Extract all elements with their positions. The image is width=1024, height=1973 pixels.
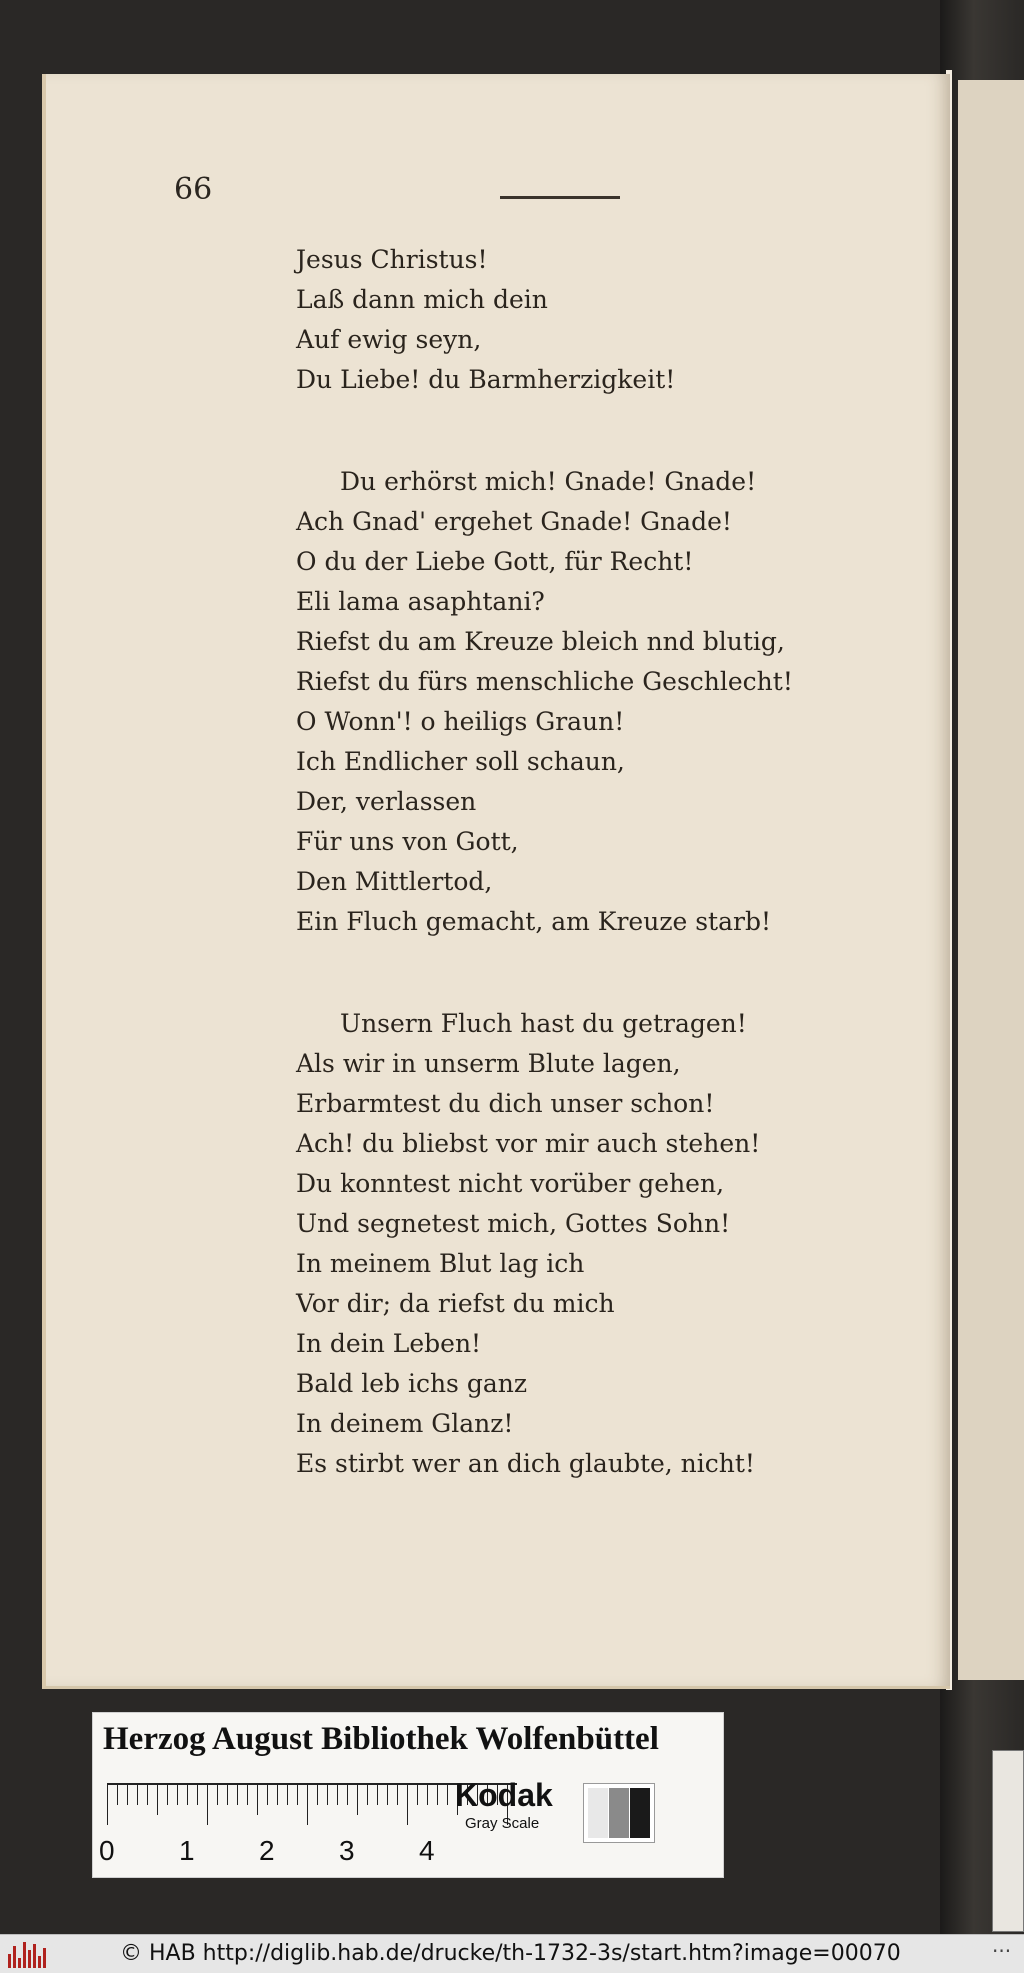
poem-line: Als wir in unserm Blute lagen, [296,1049,681,1078]
poem-line: Ich Endlicher soll schaun, [296,747,625,776]
ruler-tick [367,1785,368,1805]
ruler-tick [387,1785,388,1805]
poem-line: Riefst du fürs menschliche Geschlecht! [296,667,793,696]
ruler-tick [267,1785,268,1805]
ruler-tick [247,1785,248,1805]
stanza-gap [296,400,766,462]
poem-line: Für uns von Gott, [296,827,519,856]
gray-scale-label: Gray Scale [465,1815,540,1832]
ruler-tick [427,1785,428,1805]
poem-line: O du der Liebe Gott, für Recht! [296,547,694,576]
more-options-icon[interactable]: ··· [992,1939,1012,1963]
poem-line: Der, verlassen [296,787,477,816]
logo-bar [43,1948,46,1968]
ruler-tick [397,1785,398,1805]
poem-line: Den Mittlertod, [296,867,493,896]
ruler-tick [137,1785,138,1805]
ruler-tick [297,1785,298,1805]
ruler-tick [197,1785,198,1805]
ruler-digit: 1 [179,1835,195,1866]
ruler-tick [177,1785,178,1805]
poem-line: Vor dir; da riefst du mich [296,1289,615,1318]
poem-line: Unsern Fluch hast du getragen! [340,1009,747,1038]
ruler-tick [357,1785,358,1815]
logo-bar [33,1944,36,1968]
ruler-digits [99,1835,519,1869]
poem-line: Riefst du am Kreuze bleich nnd blutig, [296,627,785,656]
ruler-digit: 3 [339,1835,355,1866]
logo-bar [13,1946,16,1968]
poem-line: Du Liebe! du Barmherzigkeit! [296,365,676,394]
ruler-tick [277,1785,278,1805]
ruler-tick [237,1785,238,1805]
library-stamp-label [992,1750,1024,1932]
poem-line: Auf ewig seyn, [296,325,482,354]
ruler-tick [347,1785,348,1805]
ruler-tick [107,1785,108,1825]
library-name: Herzog August Bibliothek Wolfenbüttel [103,1721,659,1757]
poem-line: In dein Leben! [296,1329,482,1358]
ruler-tick [317,1785,318,1805]
poem-line: Ach! du bliebst vor mir auch stehen! [296,1129,761,1158]
ruler-tick [437,1785,438,1805]
viewer-footer-bar [0,1934,1024,1973]
copyright-url[interactable]: © HAB http://diglib.hab.de/drucke/th-1732-3s/start.htm?image=00070 [120,1941,901,1966]
hab-logo-icon[interactable] [8,1940,46,1968]
ruler-tick [167,1785,168,1805]
ruler-tick [207,1785,208,1825]
ruler-tick [327,1785,328,1805]
logo-bar [23,1942,26,1968]
poem-line: In deinem Glanz! [296,1409,514,1438]
poem-line: Es stirbt wer an dich glaubte, nicht! [296,1449,755,1478]
ruler-tick [447,1785,448,1805]
stanza-gap [296,942,766,1004]
page-number: 66 [174,172,213,207]
ruler-tick [147,1785,148,1805]
logo-bar [8,1954,11,1968]
poem-line: Jesus Christus! [296,245,488,274]
ruler-tick [337,1785,338,1805]
ruler-tick [417,1785,418,1805]
ruler-tick [287,1785,288,1805]
poem-line: Ach Gnad' ergehet Gnade! Gnade! [296,507,732,536]
ruler-tick [227,1785,228,1805]
poem-line: Laß dann mich dein [296,285,548,314]
color-calibration-card [92,1712,724,1878]
poem-line: Du konntest nicht vorüber gehen, [296,1169,725,1198]
ruler-digit: 4 [419,1835,435,1866]
adjacent-page-edge [958,80,1024,1680]
ruler-tick [257,1785,258,1815]
ruler-tick [217,1785,218,1805]
ruler-digit: 2 [259,1835,275,1866]
header-rule [500,196,620,199]
logo-bar [28,1950,31,1968]
ruler-tick [307,1785,308,1825]
logo-bar [18,1958,21,1968]
poem-line: Bald leb ichs ganz [296,1369,528,1398]
kodak-logo: Kodak [455,1777,553,1813]
poem-line: Eli lama asaphtani? [296,587,545,616]
gray-swatch [630,1788,650,1838]
poem-line: In meinem Blut lag ich [296,1249,585,1278]
gray-scale-swatches [583,1783,655,1843]
gray-swatch [609,1788,629,1838]
ruler-tick [157,1785,158,1815]
poem-line: O Wonn'! o heiligs Graun! [296,707,625,736]
ruler-tick [187,1785,188,1805]
poem-text [296,240,793,1484]
gray-swatch [588,1788,608,1838]
poem-line: Du erhörst mich! Gnade! Gnade! [340,467,757,496]
poem-line: Erbarmtest du dich unser schon! [296,1089,715,1118]
ruler-tick [407,1785,408,1825]
ruler-tick [117,1785,118,1805]
ruler-tick [127,1785,128,1805]
ruler-digit: 0 [99,1835,115,1866]
logo-bar [38,1956,41,1968]
poem-line: Ein Fluch gemacht, am Kreuze starb! [296,907,772,936]
ruler-tick [377,1785,378,1805]
poem-line: Und segnetest mich, Gottes Sohn! [296,1209,731,1238]
